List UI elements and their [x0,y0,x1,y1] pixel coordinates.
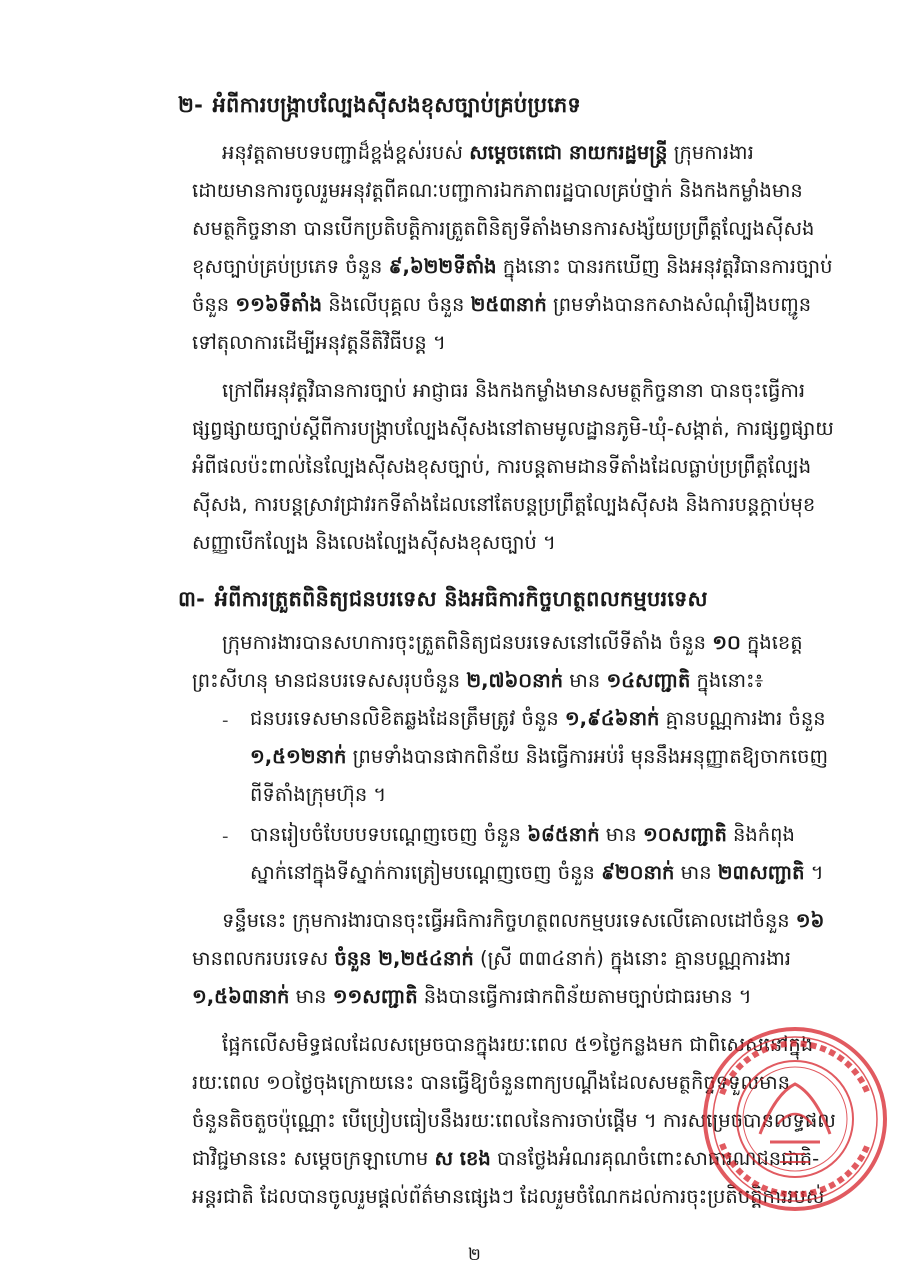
s2-p1-line-3: សមត្ថកិច្ចនានា បានបើកប្រតិបត្តិការត្រួតពិនិត្យទីតាំងមានការសង្ស័យប្រព្រឹត្តល្បែងស៊ីសង [192,217,815,240]
location-count: ៩,៦២២ទីតាំង [388,255,497,278]
minister-name: ស ខេង [434,1147,491,1170]
text-segment: ព្រមទាំងបានផាកពិន័យ និងធ្វើការអប់រំ មុននឹងអនុញ្ញាតឱ្យចាកចេញ [352,745,829,768]
text-segment: បានរៀបចំបែបបទបណ្តេញចេញ ចំនួន [250,823,521,846]
page-number: ២ [468,1245,481,1265]
s3-p2-line-1 [222,906,824,936]
passport-count: ១,៩៤៦នាក់ [564,707,660,730]
location-count: ១០ [712,631,741,654]
s3-p3-line-3: ចំនួនតិចតួចប៉ុណ្ណោះ បើប្រៀបធៀបនឹងរយៈពេលនៃការចាប់ផ្តើម ។ ការសម្រេចបានលទ្ធផល [192,1109,836,1132]
bullet-1-line-2 [250,742,828,772]
s2-p2-line-1: ក្រៅពីអនុវត្តវិធានការច្បាប់ អាជ្ញាធរ និងកងកម្លាំងមានសមត្ថកិច្ចនានា បានចុះធ្វើការ [222,379,806,402]
s2-p2-line-3: អំពីផលប៉ះពាល់នៃល្បែងស៊ីសងខុសច្បាប់, ការបន្តតាមដានទីតាំងដែលធ្លាប់ប្រព្រឹត្តល្បែង [192,455,812,478]
location-count: ១១៦ទីតាំង [235,293,322,316]
text-segment: និងលើបុគ្គល ចំនួន [328,293,465,316]
text-segment: មាន [295,985,327,1008]
text-segment: គ្មានបណ្ណការងារ ចំនួន [665,707,826,730]
text-segment: ។ [810,861,824,884]
foreigner-count: ២,៧៦០នាក់ [466,669,564,692]
text-segment: និងកំពុង [733,823,795,846]
detention-count: ៩២០នាក់ [601,861,675,884]
s3-p2-line-3 [192,982,752,1012]
person-count: ២៥៣នាក់ [470,293,547,316]
official-seal-stamp-icon [700,1024,890,1214]
text-segment: ព្រះសីហនុ មានជនបរទេសសរុបចំនួន [192,669,461,692]
text-segment: ក្នុងនោះ បានរកឃើញ និងអនុវត្តវិធានការច្បាប់ [502,255,833,278]
text-segment: ក្នុងនោះ៖ [696,669,764,692]
s3-p3-line-2: រយៈពេល ១០ថ្ងៃចុងក្រោយនេះ បានធ្វើឱ្យចំនួនពាក្យបណ្តឹងដែលសមត្ថកិច្ចទទួលមាន [192,1071,791,1094]
section-2-number: ២- [178,93,204,117]
text-segment: ស្នាក់នៅក្នុងទីស្នាក់ការត្រៀមបណ្តេញចេញ ចំនួន [250,861,595,884]
text-segment: ក្នុងខេត្ត [746,631,803,654]
text-segment: (ស្រី ៣៣៤នាក់) ក្នុងនោះ គ្មានបណ្ណការងារ [479,947,791,970]
bullet-2-line-1 [250,820,795,850]
text-segment: ចំនួន [192,293,230,316]
nationality-count: ២៣សញ្ជាតិ [717,861,805,884]
text-segment: មាន [569,669,601,692]
section-3-title: អំពីការត្រួតពិនិត្យជនបរទេស និងអធិការកិច្ចហត្ថពលកម្មបរទេស [214,587,708,611]
text-segment: ក្រុមការងារបានសហការចុះត្រួតពិនិត្យជនបរទេសនៅលើទីតាំង ចំនួន [222,631,706,654]
nationality-count: ១០សញ្ជាតិ [642,823,727,846]
text-segment: បានថ្លែងអំណរគុណចំពោះសាធារណជនជាតិ- [496,1147,820,1170]
section-2-title: អំពីការបង្ក្រាបល្បែងស៊ីសងខុសច្បាប់គ្រប់ប្រភេទ [212,93,581,117]
text-segment: ព្រមទាំងបានកសាងសំណុំរឿងបញ្ជូន [552,293,812,316]
section-3-number: ៣- [178,587,206,611]
worker-count: ចំនួន ២,២៥៤នាក់ [334,947,474,970]
bullet-1-line-1 [250,704,826,734]
s3-p2-line-2 [192,944,791,974]
bullet-1-line-3: ពីទីតាំងក្រុមហ៊ុន ។ [250,783,387,806]
text-segment: មាន [605,823,637,846]
text-segment: ជនបរទេសមានលិខិតឆ្លងដែនត្រឹមត្រូវ ចំនួន [250,707,559,730]
no-permit-count: ១,៥១២នាក់ [250,745,347,768]
text-segment: ជាវិជ្ជមាននេះ សម្តេចក្រឡាហោម [192,1147,429,1170]
s2-p1-line-4 [192,252,832,282]
bullet-marker: - [222,710,229,731]
s2-p1-line-5 [192,290,811,320]
text-segment: ទន្ទឹមនេះ ក្រុមការងារបានចុះធ្វើអធិការកិច្ចហត្ថពលកម្មបរទេសលើគោលដៅចំនួន [222,909,790,932]
bullet-marker: - [222,826,229,847]
s3-p3-line-5: អន្តរជាតិ ដែលបានចូលរួមផ្តល់ព័ត៌មានផ្សេងៗ ដែលរួមចំណែកដល់ការចុះប្រតិបត្តិការរបស់ [192,1185,825,1208]
text-segment: មាន [680,861,712,884]
s3-p1-line-2 [192,666,763,696]
deportation-count: ៦៨៥នាក់ [527,823,600,846]
no-permit-count: ១,៥៦៣នាក់ [192,985,290,1008]
text-segment: មានពលករបរទេស [192,947,329,970]
text-segment: និងបានធ្វើការផាកពិន័យតាមច្បាប់ជាធរមាន ។ [423,985,752,1008]
s2-p1-line-2: ដោយមានការចូលរួមអនុវត្តពីគណៈបញ្ជាការឯកភាពរដ្ឋបាលគ្រប់ថ្នាក់ និងកងកម្លាំងមាន [192,179,803,202]
nationality-count: ១១សញ្ជាតិ [332,985,418,1008]
s2-p1-line-6: ទៅតុលាការដើម្បីអនុវត្តនីតិវិធីបន្ត ។ [192,331,446,354]
section-3-heading [178,586,708,617]
text-segment: ក្រុមការងារ [673,141,754,164]
s3-p3-line-1: ផ្អែកលើសមិទ្ធផលដែលសម្រេចបានក្នុងរយៈពេល ៥១ថ្ងៃកន្លងមក ជាពិសេសនៅក្នុង [222,1033,814,1056]
s2-p1-line-1 [222,138,754,168]
nationality-count: ១៤សញ្ជាតិ [606,669,691,692]
text-segment: អនុវត្តតាមបទបញ្ជាដ៏ខ្ពង់ខ្ពស់របស់ [222,141,463,164]
text-segment: ខុសច្បាប់គ្រប់ប្រភេទ ចំនួន [192,255,383,278]
prime-minister-title: សម្តេចតេជោ នាយករដ្ឋមន្ត្រី [469,141,668,164]
s2-p2-line-2: ផ្សព្វផ្សាយច្បាប់ស្តីពីការបង្ក្រាបល្បែងស៊ីសងនៅតាមមូលដ្ឋានភូមិ-ឃុំ-សង្កាត់, ការផ្សព្វផ្សាយ [192,417,834,440]
s2-p2-line-4: ស៊ីសង, ការបន្តស្រាវជ្រាវរកទីតាំងដែលនៅតែបន្តប្រព្រឹត្តល្បែងស៊ីសង និងការបន្តក្តាប់មុខ [192,493,816,516]
target-count: ១៦ [795,909,825,932]
s2-p2-line-5: សញ្ញាបើកល្បែង និងលេងល្បែងស៊ីសងខុសច្បាប់ ។ [192,531,556,554]
s3-p1-line-1 [222,628,803,658]
section-2-heading [178,92,581,123]
bullet-2-line-2 [250,858,824,888]
